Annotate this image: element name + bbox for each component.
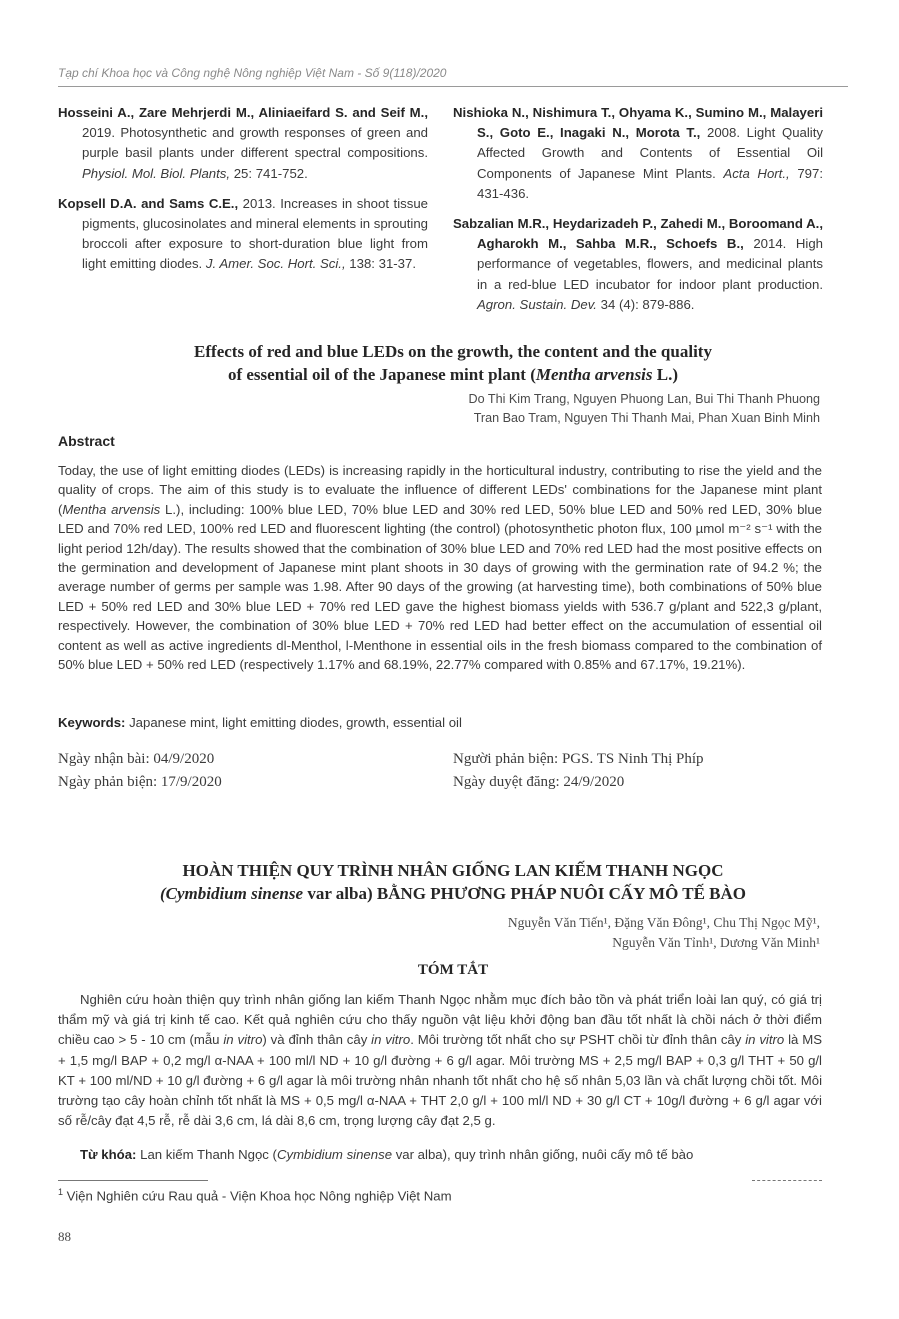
reference-journal: Physiol. Mol. Biol. Plants, xyxy=(82,165,231,181)
vietnamese-authors xyxy=(380,913,820,953)
dates-right xyxy=(453,748,704,794)
english-article-title xyxy=(58,341,848,386)
vietnamese-title-suffix: BẰNG PHƯƠNG PHÁP NUÔI CẤY MÔ TẾ BÀO xyxy=(372,883,747,903)
reviewer: Người phản biện: PGS. TS Ninh Thị Phíp xyxy=(453,751,704,767)
english-title-suffix: L.) xyxy=(652,364,679,384)
english-authors-line-2: Tran Bao Tram, Nguyen Thi Thanh Mai, Phan Xuan Binh Minh xyxy=(473,411,820,426)
reference-entry xyxy=(453,103,823,204)
summary-body xyxy=(58,990,822,1131)
english-title-species: Mentha arvensis xyxy=(535,364,653,384)
english-authors-line-1: Do Thi Kim Trang, Nguyen Phuong Lan, Bui Thi Thanh Phuong xyxy=(468,392,820,406)
references-left-column xyxy=(58,103,428,285)
reference-authors: Sabzalian M.R., Heydarizadeh P., Zahedi M., Boroomand A., Agharokh M., Sahba M.R., Schoefs B., xyxy=(453,216,823,252)
reference-tail: 797: 431-436. xyxy=(477,165,823,201)
footnote-mark: 1 xyxy=(58,1187,64,1197)
vietnamese-title-line-1: HOÀN THIỆN QUY TRÌNH NHÂN GIỐNG LAN KIẾM THANH NGỌC xyxy=(182,861,724,880)
reference-entry xyxy=(453,214,823,315)
reference-journal: J. Amer. Soc. Hort. Sci., xyxy=(205,256,346,272)
header-rule xyxy=(58,86,848,87)
reference-text: 2019. Photosynthetic and growth responses of green and purple basil plants under different spectral compositions. xyxy=(82,125,428,161)
reference-authors: Kopsell D.A. and Sams C.E., xyxy=(58,195,239,211)
vietnamese-keywords-text: var alba), quy trình nhân giống, nuôi cấy mô tế bào xyxy=(392,1147,694,1162)
keywords-label: Keywords: xyxy=(58,715,126,730)
vietnamese-keywords-label: Từ khóa: xyxy=(80,1147,137,1162)
vietnamese-article-title xyxy=(58,860,848,905)
summary-text: là MS + 1,5 mg/l BAP + 0,2 mg/l α-NAA + 100 ml/l ND + 10 g/l đường + 6 g/l agar. Môi trường MS + 2,5 mg/l BAP + 0,3 g/l THT + 50 g/l KT + 100 ml/ND + 10 g/l đường + 6 g/l agar là môi trường nhân nhanh tốt nhất cho hệ số nhân 5,03 lần và chất lượng chồi tốt. Môi trường tạo cây hoàn chỉnh tốt nhất là MS + 0,5 mg/l α-NAA + THT 2,0 g/l + 100 ml/l ND + 30 g/l CT + 10g/l đường + 6 g/l agar với số rễ/cây đạt 4,5 rễ, rễ dài 3,6 cm, lá dài 8,6 cm, trọng lượng cây đạt 2,5 g. xyxy=(58,1032,823,1129)
footnote xyxy=(58,1187,822,1203)
reference-text: 2014. High performance of vegetables, flowers, and medicinal plants in a red-blue LED incubator for indoor plant production. xyxy=(477,236,823,292)
received-date: Ngày nhận bài: 04/9/2020 xyxy=(58,751,215,767)
abstract-text: L.), including: 100% blue LED, 70% blue LED and 30% red LED, 50% blue LED and 50% red LED, 30% blue LED and 70% red LED, 100% red LED and fluorescent lighting (the control) (photosynthetic photon flux, 100 µmol m⁻² s⁻¹ with the light period 12h/day). The results showed that the combination of 30% blue LED and 70% red LED had the most positive effects on the germination and development of Japanese mint plant shoots in 30 days of growing with the germination rate of 94.2 %; the average number of germs per sample was 1.98. After 90 days of the growing (at harvesting time), both combinations of 50% blue LED + 50% red LED and 30% blue LED + 70% red LED gave the highest biomass yields with 536.7 g/plant and 522,3 g/plant, respectively. However, the combination of 30% blue LED + 70% red LED had better effect on the accumulation of essential oil content as well as active ingredients dl-Menthol, l-Menthone in essential oils in the fresh biomass compared to the combination of 50% blue LED + 50% red LED (respectively 1.17% and 68.19%, 22.77% compared with 0.85% and 67.17%, 19.21%). xyxy=(58,501,823,673)
abstract-species: Mentha arvensis xyxy=(62,501,161,517)
reference-tail: 25: 741-752. xyxy=(230,165,308,181)
reference-tail: 34 (4): 879-886. xyxy=(596,296,695,312)
reference-text: 2008. Light Quality Affected Growth and Contents of Essential Oil Components of Japanese Mint Plants. xyxy=(477,125,823,181)
english-keywords xyxy=(58,713,822,732)
vietnamese-title-species: (Cymbidium sinense xyxy=(159,883,304,903)
dates-left xyxy=(58,748,222,794)
summary-in-vitro: in vitro xyxy=(745,1032,785,1048)
accepted-date: Ngày duyệt đăng: 24/9/2020 xyxy=(453,774,625,790)
vietnamese-keywords-species: Cymbidium sinense xyxy=(276,1147,393,1162)
abstract-text: Today, the use of light emitting diodes (LEDs) is increasing rapidly in the horticultural industry, contributing to rise the yield and the quality of crops. The aim of this study is to evaluate the influence of different LEDs' combinations for the Japanese mint plant ( xyxy=(58,463,822,517)
reference-text: 2013. Increases in shoot tissue pigments, glucosinolates and mineral elements in sprouting broccoli after exposure to short-duration blue light from light emitting diodes. xyxy=(82,195,429,272)
review-date: Ngày phản biện: 17/9/2020 xyxy=(58,774,222,790)
vietnamese-keywords-text: Lan kiếm Thanh Ngọc ( xyxy=(136,1147,277,1162)
vietnamese-authors-line-1: Nguyễn Văn Tiến¹, Đặng Văn Đông¹, Chu Thị Ngọc Mỹ¹, xyxy=(507,915,820,930)
keywords-text: Japanese mint, light emitting diodes, growth, essential oil xyxy=(125,715,462,730)
summary-text: ) và đỉnh thân cây xyxy=(262,1032,372,1048)
reference-journal: Agron. Sustain. Dev. xyxy=(477,296,597,312)
footnote-rule xyxy=(58,1180,208,1181)
summary-text: Nghiên cứu hoàn thiện quy trình nhân giống lan kiếm Thanh Ngọc nhằm mục đích bảo tồn và phát triển loài lan quý, có giá trị thẩm mỹ và giá trị kinh tế cao. Kết quả nghiên cứu cho thấy nguồn vật liệu khởi động ban đầu tốt nhất là chồi nách ở thời điểm chiều cao > 5 - 10 cm (mẫu xyxy=(58,992,822,1048)
english-title-text: of essential oil of the Japanese mint plant ( xyxy=(227,364,536,384)
page-number: 88 xyxy=(58,1229,71,1244)
references-right-column xyxy=(453,103,823,325)
english-title-line-1: Effects of red and blue LEDs on the growth, the content and the quality xyxy=(194,342,712,361)
english-authors xyxy=(300,390,820,428)
vietnamese-keywords xyxy=(58,1145,822,1165)
footnote-dashes xyxy=(752,1180,822,1181)
abstract-body xyxy=(58,461,822,674)
reference-entry xyxy=(58,103,428,184)
footnote-text: Viện Nghiên cứu Rau quả - Viện Khoa học Nông nghiệp Việt Nam xyxy=(63,1188,452,1204)
summary-text: . Môi trường tốt nhất cho sự PSHT chồi từ đỉnh thân cây xyxy=(410,1032,746,1048)
reference-tail: 138: 31-37. xyxy=(345,256,416,272)
summary-heading: TÓM TẮT xyxy=(417,962,489,978)
reference-authors: Hosseini A., Zare Mehrjerdi M., Aliniaeifard S. and Seif M., xyxy=(58,105,428,120)
vietnamese-title-variety: var alba) xyxy=(303,883,373,903)
abstract-heading: Abstract xyxy=(58,433,115,449)
summary-in-vitro: in vitro xyxy=(371,1032,411,1048)
reference-journal: Acta Hort., xyxy=(723,165,790,181)
running-header: Tạp chí Khoa học và Công nghệ Nông nghiệp Việt Nam - Số 9(118)/2020 xyxy=(58,66,447,80)
reference-authors: Nishioka N., Nishimura T., Ohyama K., Sumino M., Malayeri S., Goto E., Inagaki N., Morota T., xyxy=(453,105,823,141)
summary-in-vitro: in vitro xyxy=(223,1032,263,1048)
english-title-line-2 xyxy=(58,364,848,387)
vietnamese-authors-line-2: Nguyễn Văn Tỉnh¹, Dương Văn Minh¹ xyxy=(612,935,820,950)
reference-entry xyxy=(58,194,428,275)
vietnamese-title-line-2 xyxy=(58,883,848,906)
